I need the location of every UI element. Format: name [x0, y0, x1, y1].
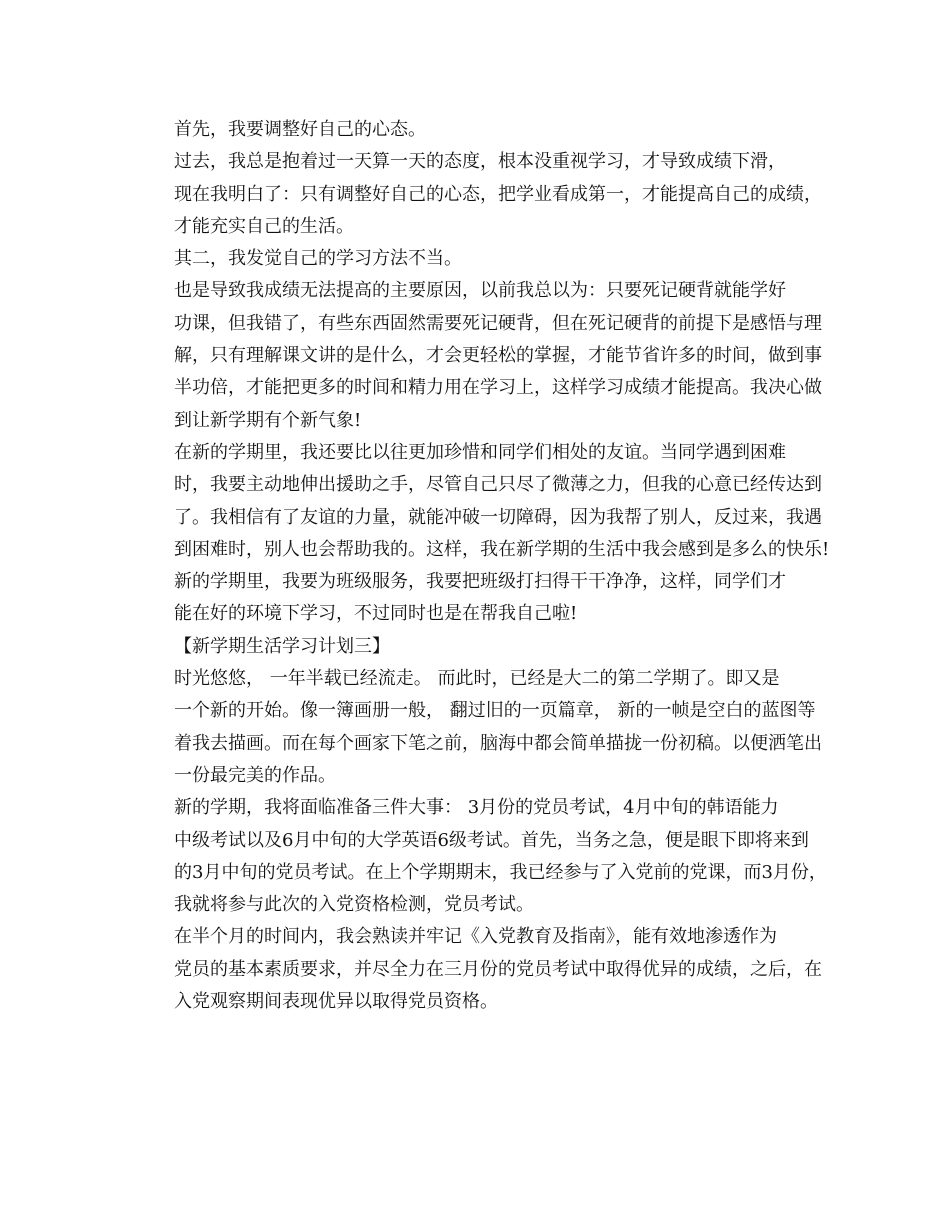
text-line: 现在我明白了：只有调整好自己的心态，把学业看成第一，才能提高自己的成绩， [174, 183, 822, 205]
text-line: 一个新的开始。像一簿画册一般， 翻过旧的一页篇章， 新的一帧是空白的蓝图等 [174, 700, 816, 722]
paragraph [138, 792, 827, 921]
paragraph [138, 243, 818, 275]
paragraph [138, 275, 822, 436]
text-line: 到困难时，别人也会帮助我的。这样，我在新学期的生活中我会感到是多么的快乐! [174, 538, 830, 560]
text-line: 其二，我发觉自己的学习方法不当。 [174, 248, 462, 270]
text-line: 也是导致我成绩无法提高的主要原因，以前我总以为：只要死记硬背就能学好 [174, 280, 786, 302]
text-line: 到让新学期有个新气象! [174, 409, 362, 431]
paragraph [138, 437, 830, 566]
text-line: 过去，我总是抱着过一天算一天的态度，根本没重视学习，才导致成绩下滑， [174, 151, 786, 173]
text-line: 新的学期里，我要为班级服务，我要把班级打扫得干干净净，这样，同学们才 [174, 571, 786, 593]
text-line: 在新的学期里，我还要比以往更加珍惜和同学们相处的友谊。当同学遇到困难 [174, 441, 786, 463]
text-line: 着我去描画。而在每个画家下笔之前，脑海中都会简单描拢一份初稿。以便洒笔出 [174, 732, 822, 754]
paragraph [138, 566, 818, 631]
document-body [138, 114, 830, 1018]
text-line: 首先，我要调整好自己的心态。 [174, 119, 426, 140]
section-heading [138, 631, 818, 663]
text-line: 半功倍，才能把更多的时间和精力用在学习上，这样学习成绩才能提高。我决心做 [174, 377, 822, 399]
text-line: 能在好的环境下学习，不过同时也是在帮我自己啦! [174, 603, 578, 625]
paragraph [138, 114, 818, 146]
text-line: 的3月中旬的党员考试。在上个学期期末，我已经参与了入党前的党课，而3月份， [174, 861, 827, 883]
text-line: 才能充实自己的生活。 [174, 215, 354, 237]
text-line: 我就将参与此次的入党资格检测，党员考试。 [174, 894, 534, 916]
text-line: 入党观察期间表现优异以取得党员资格。 [174, 991, 498, 1013]
paragraph [138, 146, 822, 243]
text-line: 一份最完美的作品。 [174, 764, 336, 786]
text-line: 中级考试以及6月中旬的大学英语6级考试。首先，当务之急，便是眼下即将来到 [174, 829, 809, 851]
text-line: 解，只有理解课文讲的是什么，才会更轻松的掌握，才能节省许多的时间，做到事 [174, 345, 822, 367]
text-line: 功课，但我错了，有些东西固然需要死记硬背，但在死记硬背的前提下是感悟与理 [174, 312, 822, 334]
text-line: 党员的基本素质要求，并尽全力在三月份的党员考试中取得优异的成绩，之后，在 [174, 958, 822, 980]
text-line: 新的学期，我将面临准备三件大事： 3月份的党员考试，4月中旬的韩语能力 [174, 797, 779, 819]
text-line: 了。我相信有了友谊的力量，就能冲破一切障碍，因为我帮了别人，反过来，我遇 [174, 506, 822, 528]
text-line: 时光悠悠， 一年半载已经流走。 而此时，已经是大二的第二学期了。即又是 [174, 668, 780, 690]
text-line: 时，我要主动地伸出援助之手，尽管自己只尽了微薄之力，但我的心意已经传达到 [174, 474, 822, 496]
text-line: 在半个月的时间内，我会熟读并牢记《入党教育及指南》，能有效地渗透作为 [174, 926, 777, 948]
text-line: 【新学期生活学习计划三】 [174, 635, 390, 657]
paragraph [138, 663, 822, 792]
paragraph [138, 921, 822, 1018]
